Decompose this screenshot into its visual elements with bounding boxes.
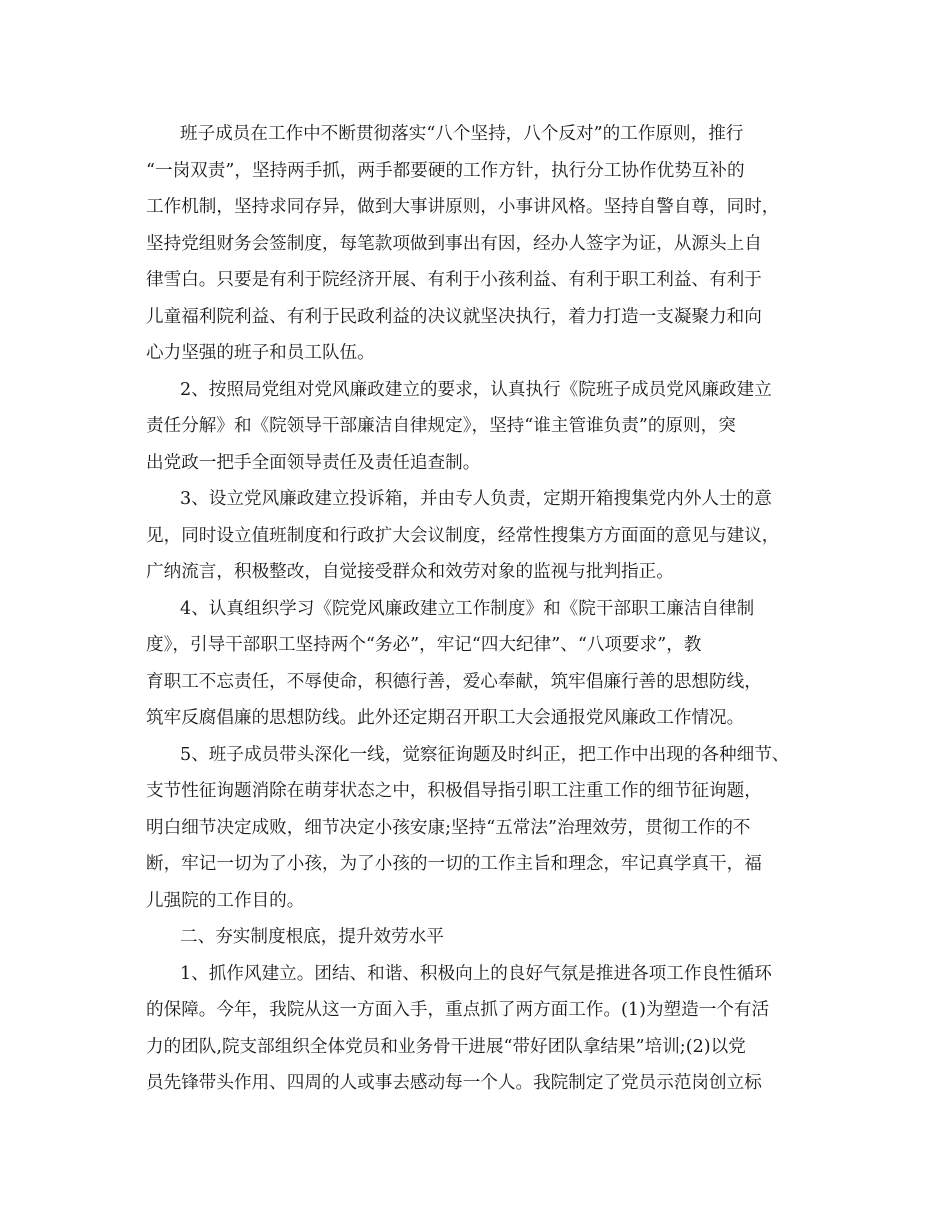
text-line: 筑牢反腐倡廉的思想防线。此外还定期召开职工大会通报党风廉政工作情况。 [146, 708, 745, 728]
text-line: 责任分解》和《院领导干部廉洁自律规定》，坚持“谁主管谁负责”的原则，突 [146, 416, 736, 436]
text-line: 工作机制，坚持求同存异，做到大事讲原则，小事讲风格。坚持自警自尊，同时， [146, 197, 780, 217]
text-line: 5、班子成员带头深化一线，觉察征询题及时纠正，把工作中出现的各种细节、 [180, 744, 790, 765]
text-line: 员先锋带头作用、四周的人或事去感动每一个人。我院制定了党员示范岗创立标 [146, 1073, 762, 1093]
text-line: 支节性征询题消除在萌芽状态之中，积极倡导指引职工注重工作的细节征询题， [146, 781, 762, 801]
text-line: 儿强院的工作目的。 [146, 890, 305, 911]
text-line: 力的团队,院支部组织全体党员和业务骨干进展“带好团队拿结果”培训;(2)以党 [146, 1036, 746, 1057]
text-line: 4、认真组织学习《院党风廉政建立工作制度》和《院干部职工廉洁自律制 [180, 598, 755, 619]
text-line: 坚持党组财务会签制度，每笔款项做到事出有因，经办人签字为证，从源头上自 [146, 233, 762, 254]
text-line: 心力坚强的班子和员工队伍。 [146, 343, 375, 363]
text-line: 儿童福利院利益、有利于民政利益的决议就坚决执行，着力打造一支凝聚力和向 [146, 306, 762, 327]
text-line: 广纳流言，积极整改，自觉接受群众和效劳对象的监视与批判指正。 [146, 562, 674, 582]
text-line: 育职工不忘责任，不辱使命，积德行善，爱心奉献，筑牢倡廉行善的思想防线， [146, 671, 762, 692]
text-line: “一岗双责”，坚持两手抓，两手都要硬的工作方针，执行分工协作优势互补的 [146, 160, 745, 181]
text-line: 2、按照局党组对党风廉政建立的要求，认真执行《院班子成员党风廉政建立 [180, 379, 772, 400]
text-line: 明白细节决定成败，细节决定小孩安康;坚持“五常法”治理效劳，贯彻工作的不 [146, 817, 751, 838]
text-line: 班子成员在工作中不断贯彻落实“八个坚持，八个反对”的工作原则，推行 [180, 124, 744, 144]
text-line: 度》，引导干部职工坚持两个“务必”，牢记“四大纪律”、“八项要求”，教 [146, 635, 702, 655]
text-line: 见，同时设立值班制度和行政扩大会议制度，经常性搜集方方面面的意见与建议， [146, 525, 780, 546]
text-line: 二、夯实制度根底，提升效劳水平 [180, 927, 444, 947]
text-line: 的保障。今年，我院从这一方面入手，重点抓了两方面工作。(1)为塑造一个有活 [146, 1000, 770, 1020]
document-body [146, 116, 806, 1102]
text-line: 出党政一把手全面领导责任及责任追查制。 [146, 452, 481, 473]
text-line: 3、设立党风廉政建立投诉箱，并由专人负责，定期开箱搜集党内外人士的意 [180, 489, 772, 509]
text-line: 律雪白。只要是有利于院经济开展、有利于小孩利益、有利于职工利益、有利于 [146, 270, 762, 290]
text-line: 断，牢记一切为了小孩，为了小孩的一切的工作主旨和理念，牢记真学真干，福 [146, 854, 762, 874]
text-line: 1、抓作风建立。团结、和谐、积极向上的良好气氛是推进各项工作良性循环 [180, 963, 772, 984]
